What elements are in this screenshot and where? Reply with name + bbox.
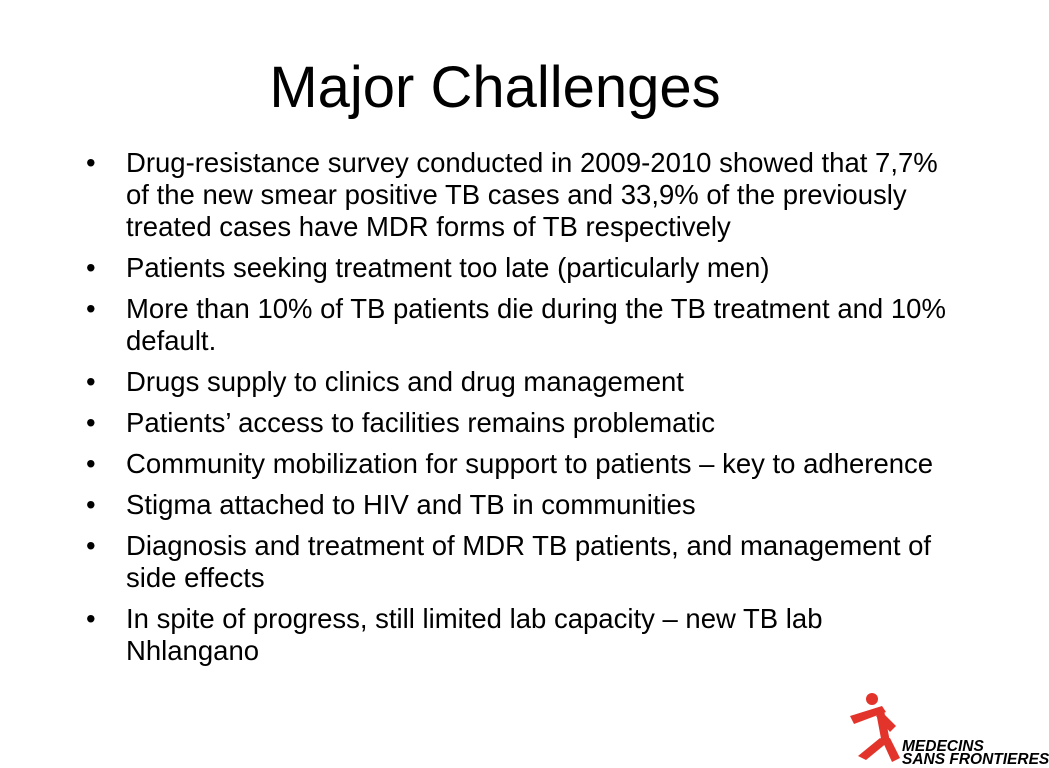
bullet-item	[86, 603, 956, 667]
bullet-text: In spite of progress, still limited lab capacity – new TB lab Nhlangano	[126, 603, 823, 666]
bullet-item	[86, 448, 956, 480]
slide-title: Major Challenges	[269, 55, 721, 120]
bullet-item	[86, 530, 956, 594]
bullet-item	[86, 293, 956, 357]
bullet-item	[86, 366, 956, 398]
msf-logo	[846, 686, 1049, 768]
bullet-item	[86, 252, 956, 284]
bullet-text: Community mobilization for support to patients – key to adherence	[126, 448, 934, 479]
bullet-dot: •	[86, 366, 96, 397]
bullet-item	[86, 147, 956, 243]
bullet-item	[86, 407, 956, 439]
bullet-text: Drug-resistance survey conducted in 2009-2010 showed that 7,7% of the new smear positive TB cases and 33,9% of the previously treated cases have MDR forms of TB respectively	[126, 147, 938, 242]
msf-running-man-icon	[846, 686, 906, 766]
bullet-text: Stigma attached to HIV and TB in communities	[126, 489, 696, 520]
bullet-dot: •	[86, 293, 96, 324]
bullet-text: Drugs supply to clinics and drug management	[126, 366, 684, 397]
logo-text-line2: SANS FRONTIERES	[902, 751, 1049, 768]
logo-text-line1: MEDECINS	[902, 738, 984, 755]
bullet-text: More than 10% of TB patients die during the TB treatment and 10% default.	[126, 293, 946, 356]
bullet-dot: •	[86, 489, 96, 520]
bullet-dot: •	[86, 603, 96, 634]
bullet-list	[86, 147, 956, 676]
bullet-item	[86, 489, 956, 521]
bullet-text: Patients’ access to facilities remains problematic	[126, 407, 715, 438]
bullet-text: Diagnosis and treatment of MDR TB patients, and management of side effects	[126, 530, 932, 593]
bullet-dot: •	[86, 252, 96, 283]
bullet-dot: •	[86, 448, 96, 479]
bullet-dot: •	[86, 530, 96, 561]
bullet-text: Patients seeking treatment too late (particularly men)	[126, 252, 770, 283]
bullet-dot: •	[86, 407, 96, 438]
bullet-dot: •	[86, 147, 96, 178]
